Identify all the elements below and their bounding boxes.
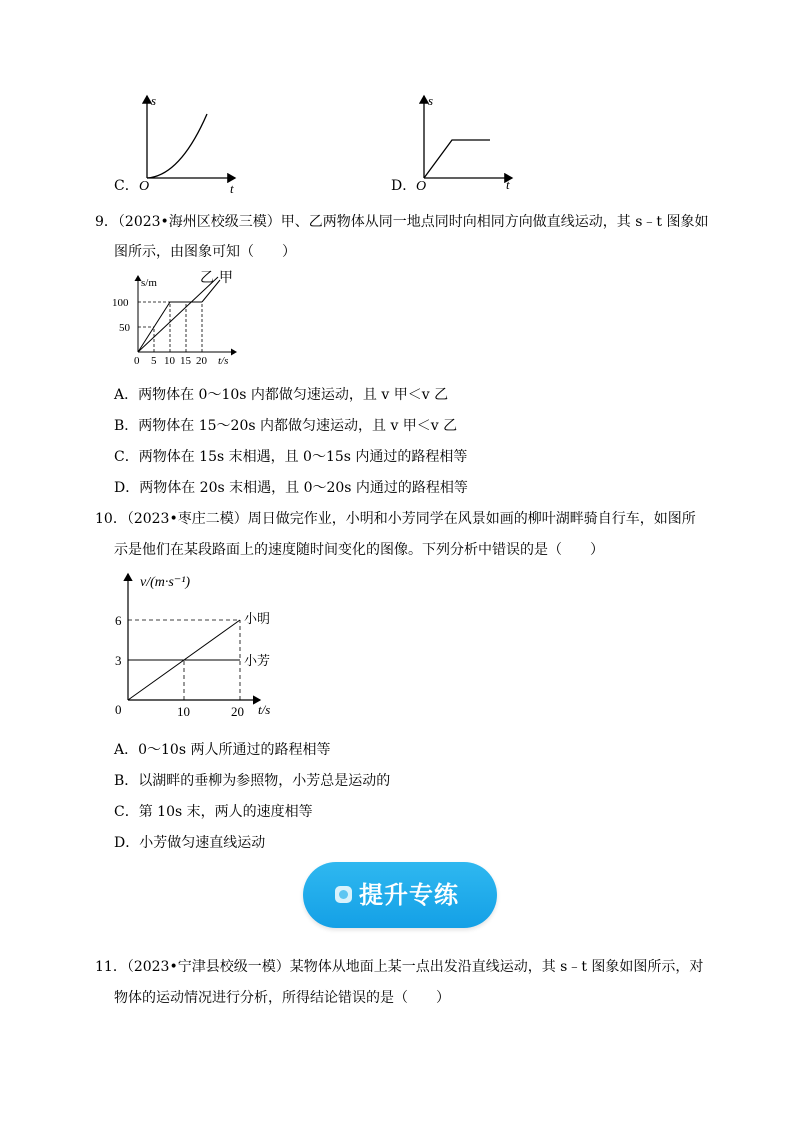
- q10-stem-line1: 10．（2023•枣庄二模）周日做完作业，小明和小芳同学在风景如画的柳叶湖畔骑自行车，如图所: [95, 511, 696, 527]
- bullet-icon: [335, 886, 352, 903]
- graph-line: [424, 140, 490, 178]
- x-tick-15: 15: [180, 355, 191, 367]
- series-label-xiaofang: 小芳: [244, 653, 271, 668]
- q11-stem-line1: 11．（2023•宁津县校级一模）某物体从地面上某一点出发沿直线运动，其 s﹣t 图象如图所示，对: [95, 959, 704, 975]
- y-tick-6: 6: [115, 613, 122, 628]
- section-banner: [303, 862, 497, 928]
- y-axis-label: s/m: [141, 277, 157, 289]
- q9-st-graph: [108, 266, 248, 370]
- y-axis-label: s: [428, 93, 434, 108]
- q10-option-c: C．第 10s 末，两人的速度相等: [114, 804, 313, 820]
- option-c-graph: [135, 90, 245, 200]
- series-label-yi: 乙: [200, 271, 214, 286]
- x-axis-label: t/s: [218, 355, 229, 367]
- y-axis-label: v/(m·s⁻¹): [140, 575, 191, 590]
- y-tick-50: 50: [119, 322, 130, 334]
- q10-vt-graph: [110, 564, 300, 724]
- x-tick-5: 5: [151, 355, 157, 367]
- x-tick-10: 10: [177, 704, 190, 719]
- x-tick-0: 0: [134, 355, 140, 367]
- option-c-letter: C．: [114, 178, 139, 194]
- q9-option-d: D．两物体在 20s 末相遇，且 0～20s 内通过的路程相等: [114, 480, 468, 496]
- q11-stem-line2: 物体的运动情况进行分析，所得结论错误的是（ ）: [114, 990, 450, 1006]
- y-axis-label: s: [151, 93, 157, 108]
- q10-option-a: A．0～10s 两人所通过的路程相等: [114, 742, 331, 758]
- x-tick-20: 20: [231, 704, 244, 719]
- x-tick-10: 10: [164, 355, 175, 367]
- x-tick-0: 0: [115, 702, 122, 717]
- q9-option-b: B．两物体在 15～20s 内都做匀速运动，且 v 甲＜v 乙: [114, 418, 458, 434]
- q9-option-c: C．两物体在 15s 末相遇，且 0～15s 内通过的路程相等: [114, 449, 468, 465]
- x-axis-label: t/s: [258, 702, 271, 717]
- origin-label: O: [416, 179, 427, 194]
- x-tick-20: 20: [196, 355, 207, 367]
- section-banner-label: 提升专练: [359, 881, 459, 909]
- option-d-graph: [412, 90, 522, 200]
- x-axis-label: t: [506, 177, 510, 192]
- y-tick-100: 100: [112, 297, 129, 309]
- q9-stem-line2: 图所示，由图象可知（ ）: [114, 244, 296, 260]
- y-tick-3: 3: [115, 653, 122, 668]
- q9-option-a: A．两物体在 0～10s 内都做匀速运动，且 v 甲＜v 乙: [114, 387, 449, 403]
- series-label-xiaoming: 小明: [244, 611, 271, 626]
- q10-stem-line2: 示是他们在某段路面上的速度随时间变化的图像。下列分析中错误的是（ ）: [114, 542, 604, 558]
- q10-option-b: B．以湖畔的垂柳为参照物，小芳总是运动的: [114, 773, 391, 789]
- option-d-letter: D．: [391, 178, 417, 194]
- q10-option-d: D．小芳做匀速直线运动: [114, 835, 266, 851]
- origin-label: O: [139, 179, 150, 194]
- x-axis-label: t: [230, 181, 234, 196]
- series-label-jia: 甲: [219, 271, 233, 286]
- curve: [147, 114, 207, 178]
- q9-stem-line1: 9．（2023•海州区校级三模）甲、乙两物体从同一地点同时向相同方向做直线运动，其 s﹣t 图象如: [95, 214, 709, 230]
